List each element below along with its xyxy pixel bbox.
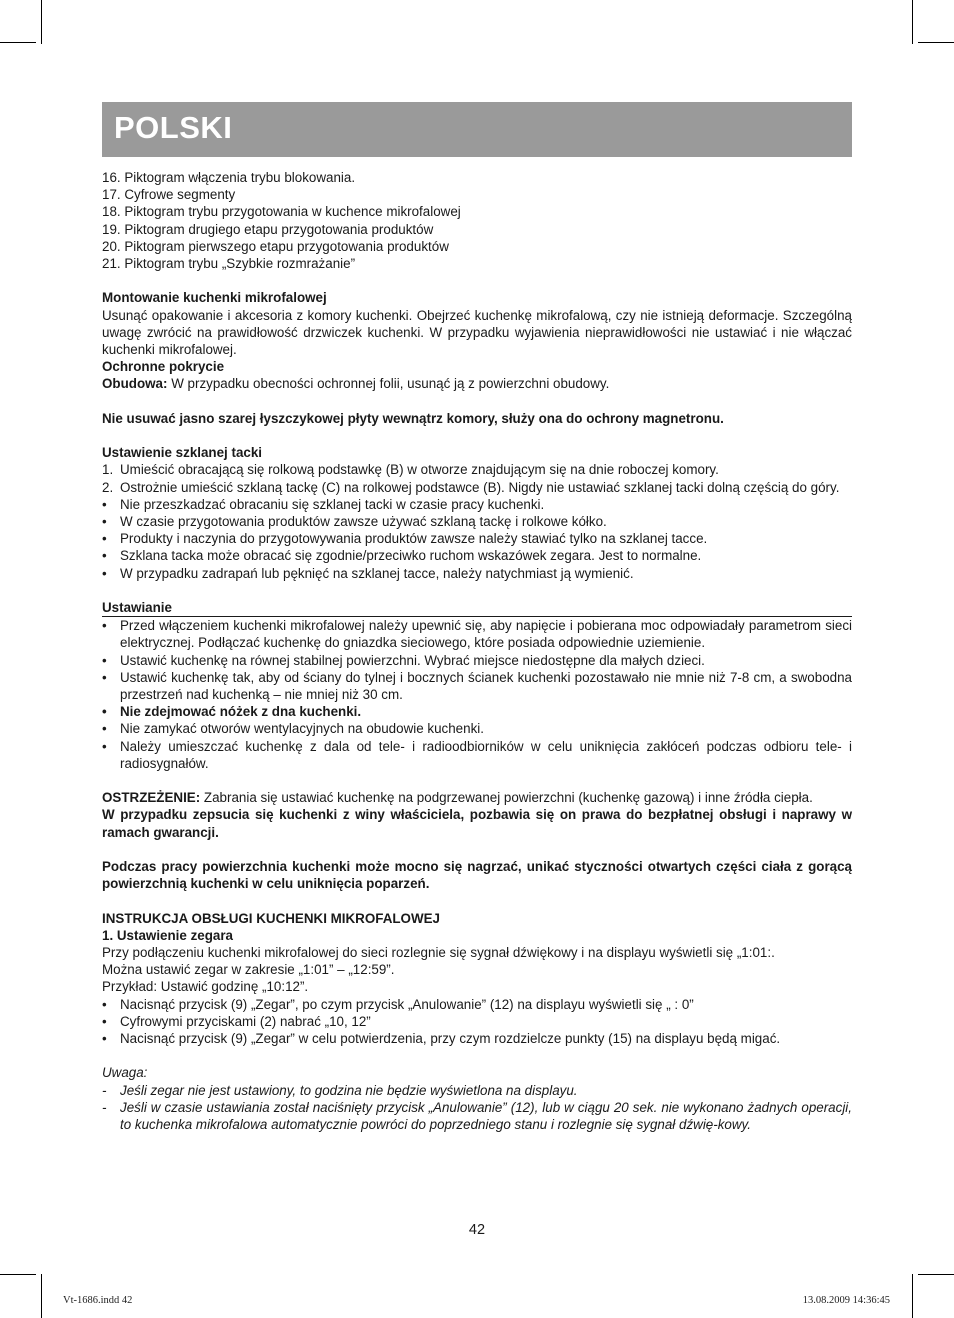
paragraph: Można ustawić zegar w zakresie „1:01” – „12:59”. <box>102 962 395 978</box>
footer-timestamp: 13.08.2009 14:36:45 <box>802 1295 890 1306</box>
section-heading: INSTRUKCJA OBSŁUGI KUCHENKI MIKROFALOWEJ <box>102 910 440 926</box>
page-title: POLSKI <box>114 110 233 145</box>
bullet-item: • Nie zamykać otworów wentylacyjnych na obudowie kuchenki. <box>102 721 484 737</box>
bullet-item: • Nie przeszkadzać obracaniu się szklanej tacki w czasie pracy kuchenki. <box>102 496 545 512</box>
bullet-icon: • <box>102 1013 107 1029</box>
paragraph: Przy podłączeniu kuchenki mikrofalowej do sieci rozlegnie się sygnał dźwiękowy i na displayu wyświetli się „1:01:. <box>102 945 775 961</box>
crop-mark <box>912 1274 913 1318</box>
note-item: - Jeśli zegar nie jest ustawiony, to godzina nie będzie wyświetlona na displayu. <box>102 1082 578 1098</box>
bullet-icon: • <box>102 721 107 737</box>
list-item: 17. Cyfrowe segmenty <box>102 187 236 203</box>
bullet-icon: • <box>102 652 107 668</box>
section-heading: Ustawianie <box>102 599 852 617</box>
section-heading: Montowanie kuchenki mikrofalowej <box>102 290 327 306</box>
bullet-icon: • <box>102 618 107 634</box>
paragraph: Przykład: Ustawić godzinę „10:12”. <box>102 979 309 995</box>
numbered-item: 2. Ostrożnie umieścić szklaną tackę (C) na rolkowej podstawce (B). Nigdy nie ustawiać szklanej tacki dolną częścią do góry. <box>102 479 840 495</box>
paragraph <box>102 375 852 392</box>
bullet-item: • Nie zdejmować nóżek z dna kuchenki. <box>102 704 362 720</box>
inline-label: OSTRZEŻENIE: <box>102 790 201 806</box>
dash-icon: - <box>102 1099 107 1115</box>
dash-icon: - <box>102 1082 107 1098</box>
warning-text: W przypadku zepsucia się kuchenki z winy właściciela, pozbawia się on prawa do bezpłatnej obsługi i naprawy w ramach gwarancji. <box>102 807 852 840</box>
bullet-icon: • <box>102 565 107 581</box>
bullet-icon: • <box>102 704 107 720</box>
list-item: 19. Piktogram drugiego etapu przygotowania produktów <box>102 221 434 237</box>
bullet-icon: • <box>102 514 107 530</box>
bullet-icon: • <box>102 1031 107 1047</box>
bullet-item: • Nacisnąć przycisk (9) „Zegar” w celu potwierdzenia, przy czym rozdzielcze punkty (15) na displayu będą migać. <box>102 1031 781 1047</box>
bullet-item: • Przed włączeniem kuchenki mikrofalowej należy upewnić się, aby napięcie i pobierana moc odpowiadały parametrom sieci elektrycznej. Podłączać kuchenkę do gniazdka sieciowego, które posiada odpowiednie uziemienie. <box>102 618 852 651</box>
numbered-item: 1. Umieścić obracającą się rolkową podstawkę (B) w otworze znajdującym się na dnie roboczej komory. <box>102 462 719 478</box>
bullet-item: • W przypadku zadrapań lub pęknięć na szklanej tacce, należy natychmiast ją wymienić. <box>102 565 634 581</box>
bullet-item: • Szklana tacka może obracać się zgodnie/przeciwko ruchom wskazówek zegara. Jest to normalne. <box>102 548 702 564</box>
crop-mark <box>41 0 42 44</box>
inline-text: W przypadku obecności ochronnej folii, usunąć ją z powierzchni obudowy. <box>167 376 610 392</box>
crop-mark <box>41 1274 42 1318</box>
warning-text: Nie usuwać jasno szarej łyszczykowej płyty wewnątrz komory, służy ona do ochrony magnetronu. <box>102 410 724 426</box>
crop-mark <box>918 1274 954 1275</box>
bullet-icon: • <box>102 996 107 1012</box>
paragraph: Usunąć opakowanie i akcesoria z komory kuchenki. Obejrzeć kuchenkę mikrofalową, czy nie istnieją deformacje. Szczególną uwagę zwrócić na prawidłowość drzwiczek kuchenki. W przypadku wyjawienia nieprawidłowości nie ustawiać i nie włączać kuchenki mikrofalowej. <box>102 307 852 358</box>
list-item: 18. Piktogram trybu przygotowania w kuchence mikrofalowej <box>102 204 461 220</box>
crop-mark <box>0 1274 36 1275</box>
note-item: - Jeśli w czasie ustawiania został naciśnięty przycisk „Anulowanie” (12), lub w ciągu 20 sek. nie wykonano żadnych operacji, to kuchenka mikrofalowa automatycznie powróci do poprzedniego stanu i rozlegnie się sygnał dźwię-kowy. <box>102 1099 852 1133</box>
bullet-item: • Cyfrowymi przyciskami (2) nabrać „10, 12” <box>102 1013 371 1029</box>
bullet-item: • Nacisnąć przycisk (9) „Zegar”, po czym przycisk „Anulowanie” (12) na displayu wyświetli się „ : 0” <box>102 996 694 1012</box>
bullet-item: • Produkty i naczynia do przygotowywania produktów zawsze należy stawiać tylko na szklanej tacce. <box>102 531 708 547</box>
bullet-icon: • <box>102 548 107 564</box>
bullet-icon: • <box>102 738 107 754</box>
bullet-item: • Ustawić kuchenkę na równej stabilnej powierzchni. Wybrać miejsce niedostępne dla małych dzieci. <box>102 652 705 668</box>
bullet-item: • Ustawić kuchenkę tak, aby od ściany do tylnej i bocznych ścianek kuchenki pozostawało nie mnie niż 7-8 cm, a swobodna przestrzeń nad kuchenką – nie mniej niż 30 cm. <box>102 669 852 703</box>
page-number: 42 <box>468 1222 486 1238</box>
language-header <box>102 102 852 157</box>
inline-label: Obudowa: <box>102 376 168 392</box>
note-heading: Uwaga: <box>102 1065 148 1081</box>
list-item: 20. Piktogram pierwszego etapu przygotowania produktów <box>102 238 449 254</box>
crop-mark <box>912 0 913 44</box>
bullet-icon: • <box>102 531 107 547</box>
bullet-item: • Należy umieszczać kuchenkę z dala od tele- i radioodbiorników w celu uniknięcia zakłóceń podczas odbioru tele- i radiosygnałów. <box>102 738 852 771</box>
section-heading: Ustawienie szklanej tacki <box>102 445 263 461</box>
page-content <box>102 169 852 1133</box>
bullet-item: • W czasie przygotowania produktów zawsze używać szklaną tackę i rolkowe kółko. <box>102 514 607 530</box>
list-item: 16. Piktogram włączenia trybu blokowania. <box>102 170 356 185</box>
pictogram-list <box>102 169 852 272</box>
warning-text: Podczas pracy powierzchnia kuchenki może mocno się nagrzać, unikać styczności otwartych części ciała z gorącą powierzchnią kuchenki w celu uniknięcia poparzeń. <box>102 859 852 892</box>
paragraph: OSTRZEŻENIE: Zabrania się ustawiać kuchenkę na podgrzewanej powierzchni (kuchenkę gazową) i inne źródła ciepła. <box>102 790 813 806</box>
section-heading: Ochronne pokrycie <box>102 359 225 375</box>
crop-mark <box>918 42 954 43</box>
bullet-icon: • <box>102 669 107 685</box>
crop-mark <box>0 42 36 43</box>
list-item: 21. Piktogram trybu „Szybkie rozmrażanie” <box>102 256 356 272</box>
subsection-heading: 1. Ustawienie zegara <box>102 927 233 943</box>
bullet-icon: • <box>102 496 107 512</box>
footer-file-info: Vt-1686.indd 42 <box>63 1295 133 1306</box>
